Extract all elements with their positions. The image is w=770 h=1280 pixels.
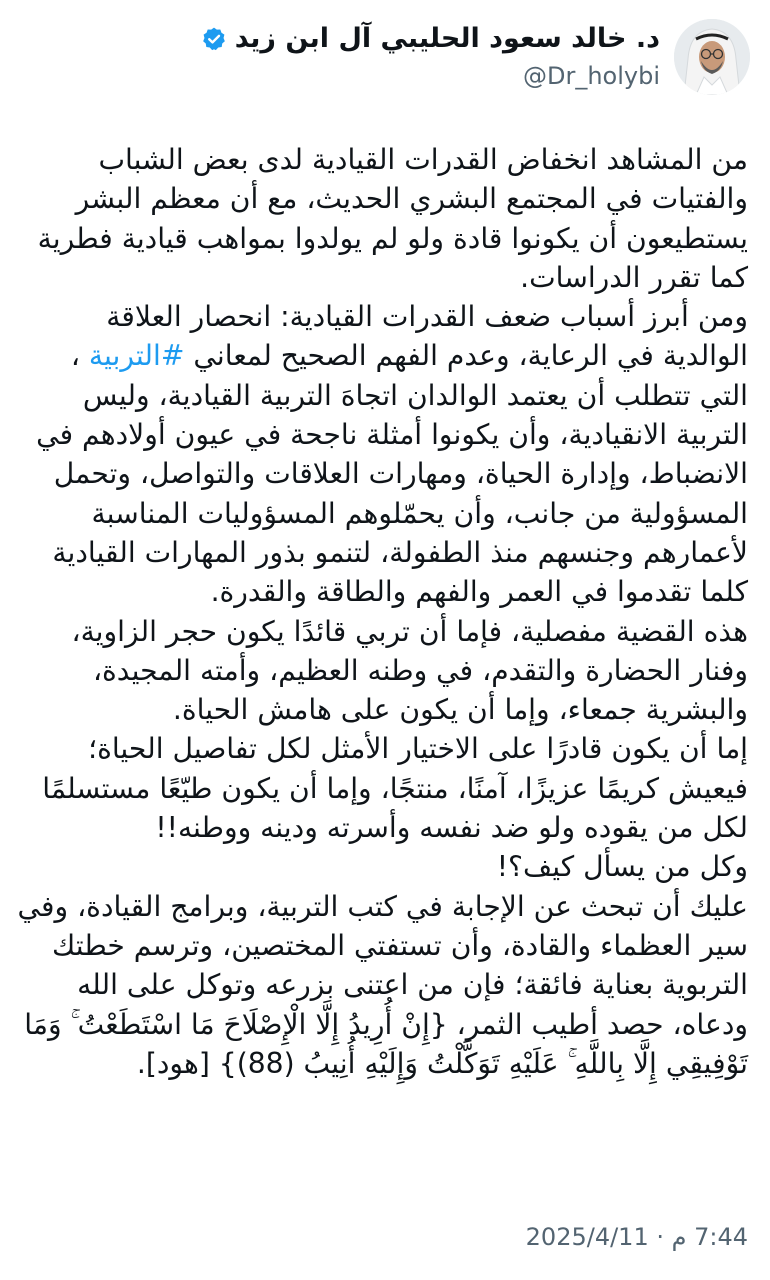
user-handle[interactable]: @Dr_holybi <box>522 62 660 90</box>
avatar[interactable] <box>674 19 750 95</box>
tweet-timestamp[interactable]: 7:44 م · 2025/4/11 <box>525 1223 748 1251</box>
verified-badge-icon <box>201 26 227 52</box>
tweet-text <box>14 140 748 1083</box>
tweet-text-part-2: ، التي تتطلب أن يعتمد الوالدان اتجاهَ التربية القيادية، وليس التربية الانقيادية، وأن يكونوا أمثلة ناجحة في عيون أولادهم في الانضباط، وإدارة الحياة، ومهارات العلاقات والتواصل، وتحمل المسؤولية من جانب، وأن يحمّلوهم المسؤوليات المناسبة لأعمارهم وجنسهم منذ الطفولة، لتنمو بذور المهارات القيادية كلما تقدموا في العمر والفهم والطاقة والقدرة. هذه القضية مفصلية، فإما أن تربي قائدًا يكون حجر الزاوية، وفنار الحضارة والتقدم، في وطنه العظيم، وأمته المجيدة، والبشرية جمعاء، وإما أن يكون على هامش الحياة. إما أن يكون قادرًا على الاختيار الأمثل لكل تفاصيل الحياة؛ فيعيش كريمًا عزيزًا، آمنًا، منتجًا، وإما أن يكون طيّعًا مستسلمًا لكل من يقوده ولو ضد نفسه وأسرته ودينه ووطنه!! وكل من يسأل كيف؟! عليك أن تبحث عن الإجابة في كتب التربية، وبرامج القيادة، وفي سير العظماء والقادة، وأن تستفتي المختصين، وترسم خطتك التربوية بعناية فائقة؛ فإن من اعتنى بزرعه وتوكل على الله ودعاه، حصد أطيب الثمر، {إِنْ أُرِيدُ إِلَّا الْإِصْلَاحَ مَا اسْتَطَعْتُ ۚ وَمَا تَوْفِيقِي إِلَّا بِاللَّهِ ۚ عَلَيْهِ تَوَكَّلْتُ وَإِلَيْهِ أُنِيبُ (88)} [هود]. <box>17 339 748 1080</box>
display-name[interactable]: د. خالد سعود الحليبي آل ابن زيد <box>234 23 660 54</box>
tweet-text-part-1: من المشاهد انخفاض القدرات القيادية لدى بعض الشباب والفتيات في المجتمع البشري الحديث، مع أن معظم البشر يستطيعون أن يكونوا قادة ولو لم يولدوا بمواهب قيادية فطرية كما تقرر الدراسات. ومن أبرز أسباب ضعف القدرات القيادية: انحصار العلاقة الوالدية في الرعاية، وعدم الفهم الصحيح لمعاني <box>37 143 748 373</box>
hashtag-link[interactable]: #التربية <box>88 339 185 373</box>
author-info <box>201 21 660 93</box>
tweet-header <box>20 16 750 98</box>
name-row <box>201 21 660 57</box>
